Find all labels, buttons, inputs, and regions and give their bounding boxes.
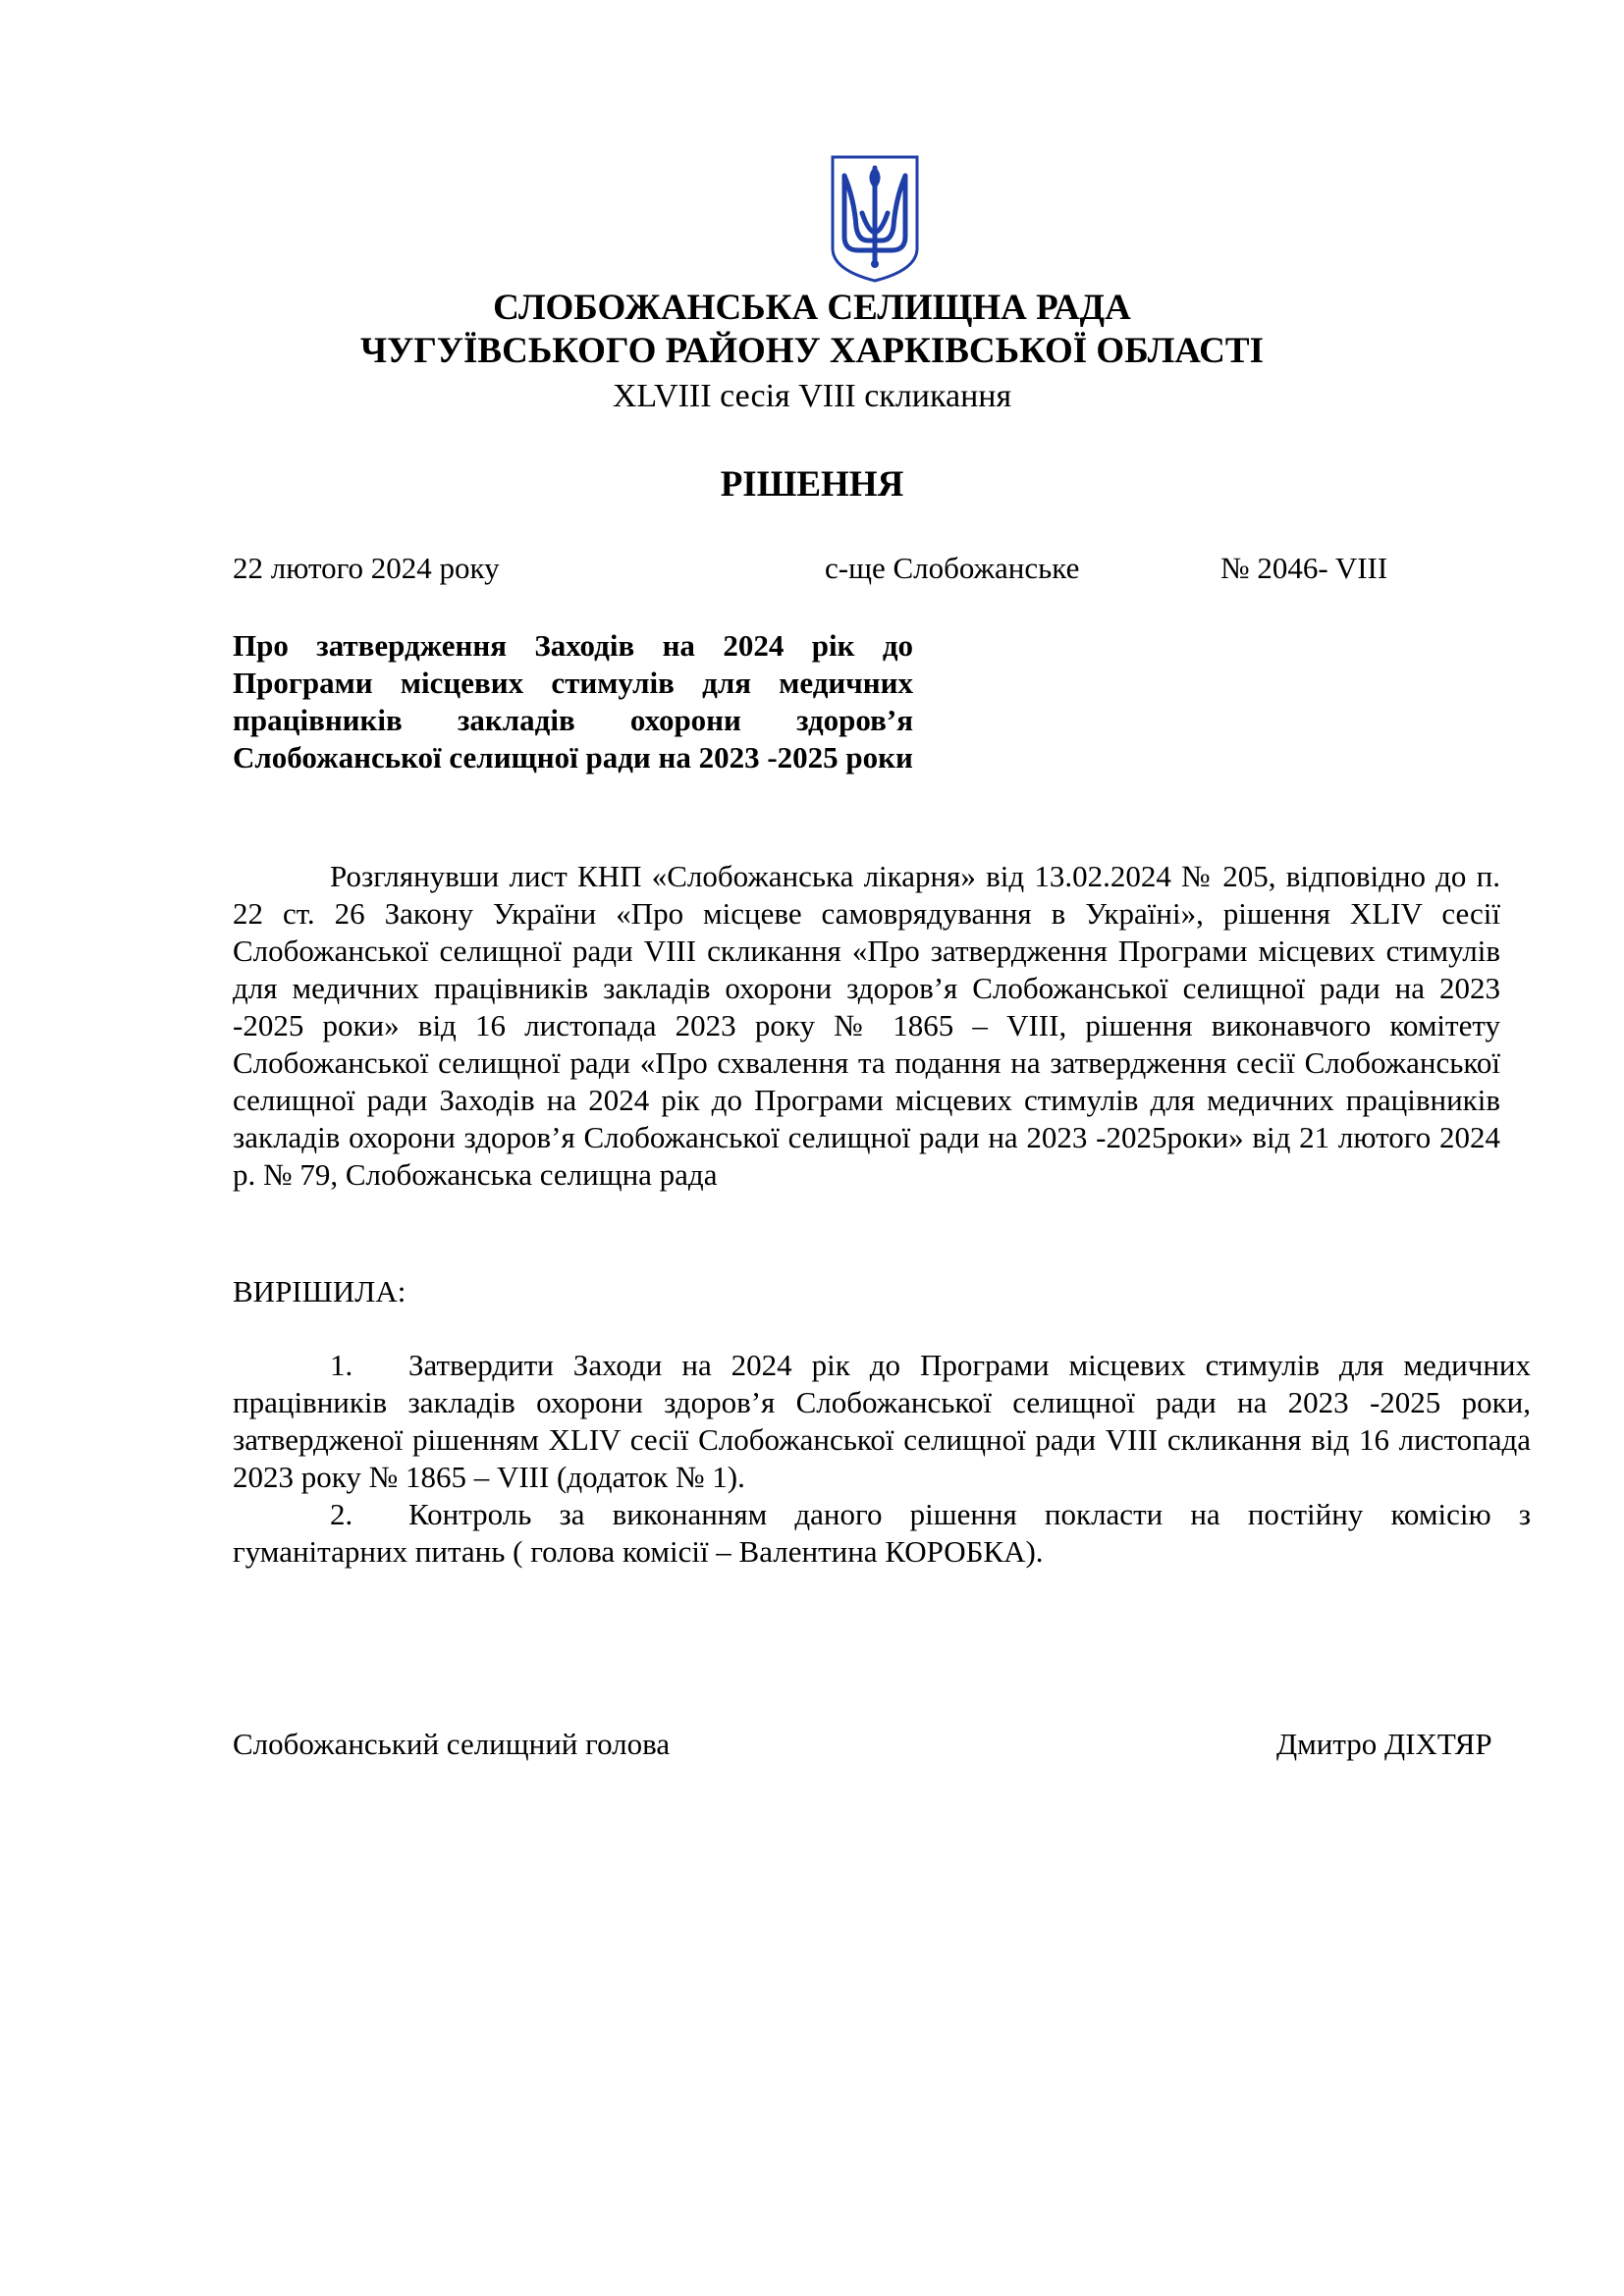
decision-item-2 (233, 1496, 1531, 1571)
signatory-name: Дмитро ДІХТЯР (1276, 1727, 1492, 1761)
document-title: РІШЕННЯ (720, 464, 904, 505)
decision-items (233, 1347, 1531, 1571)
ukraine-trident-icon (829, 154, 921, 284)
item-text: Контроль за виконанням даного рішення покласти на постійну комісію з гуманітарних питань ( голова комісії – Валентина КОРОБКА). (233, 1497, 1531, 1569)
item-number: 1. (330, 1348, 353, 1382)
decision-number: № 2046- VIII (1220, 551, 1388, 585)
preamble-paragraph: Розглянувши лист КНП «Слобожанська лікарня» від 13.02.2024 № 205, відповідно до п. 22 ст. 26 Закону України «Про місцеве самоврядування в Україні», рішення XLIV сесії Слобожанської селищної ради VIII скликання «Про затвердження Програми місцевих стимулів для медичних працівників закладів охорони здоров’я Слобожанської селищної ради на 2023 -2025 роки» від 16 листопада 2023 року № 1865 – VIII, рішення виконавчого комітету Слобожанської селищної ради «Про схвалення та подання на затвердження сесії Слобожанської селищної ради Заходів на 2024 рік до Програми місцевих стимулів для медичних працівників закладів охорони здоров’я Слобожанської селищної ради на 2023 -2025роки» від 21 лютого 2024 р. № 79, Слобожанська селищна рада (233, 859, 1500, 1192)
council-name: СЛОБОЖАНСЬКА СЕЛИЩНА РАДА (493, 288, 1131, 328)
session-line: XLVIII сесія VIII скликання (612, 378, 1012, 414)
decided-heading: ВИРІШИЛА: (233, 1274, 406, 1308)
district-name: ЧУГУЇВСЬКОГО РАЙОНУ ХАРКІВСЬКОЇ ОБЛАСТІ (360, 331, 1264, 371)
decision-subject: Про затвердження Заходів на 2024 рік до Програми місцевих стимулів для медичних працівників закладів охорони здоров’я Слобожанської селищної ради на 2023 -2025 роки (233, 628, 913, 774)
signatory-position: Слобожанський селищний голова (233, 1727, 671, 1761)
decision-place: с-ще Слобожанське (825, 551, 1080, 585)
item-text: Затвердити Заходи на 2024 рік до Програми місцевих стимулів для медичних працівників закладів охорони здоров’я Слобожанської селищної ради на 2023 -2025 роки, затвердженої рішенням XLIV сесії Слобожанської селищної ради VIII скликання від 16 листопада 2023 року № 1865 – VIII (додаток № 1). (233, 1348, 1531, 1494)
decision-item-1 (233, 1347, 1531, 1496)
decision-date: 22 лютого 2024 року (233, 551, 500, 585)
item-number: 2. (330, 1497, 353, 1531)
